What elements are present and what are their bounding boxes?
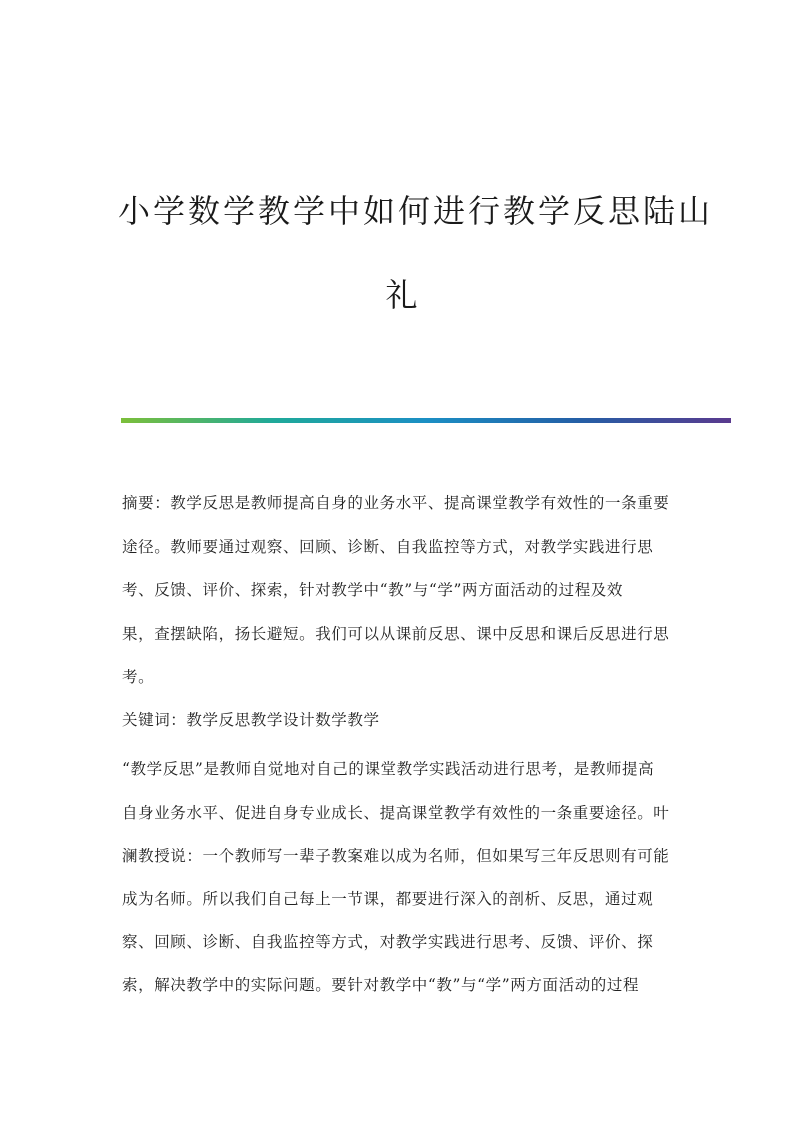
body-line: 澜教授说：一个教师写一辈子教案难以成为名师，但如果写三年反思则有可能 (122, 847, 670, 865)
page-title-line-1: 小学数学教学中如何进行教学反思陆山 (118, 192, 714, 230)
abstract-line: 摘要：教学反思是教师提高自身的业务水平、提高课堂教学有效性的一条重要 (122, 494, 670, 512)
page-title-line-2: 礼 (385, 276, 421, 314)
abstract-line: 途径。教师要通过观察、回顾、诊断、自我监控等方式，对教学实践进行思 (122, 538, 654, 556)
body-line: 自身业务水平、促进自身专业成长、提高课堂教学有效性的一条重要途径。叶 (122, 804, 670, 822)
abstract-line: 考、反馈、评价、探索，针对教学中“教”与“学”两方面活动的过程及效 (122, 581, 623, 599)
gradient-divider (121, 418, 731, 423)
body-line: 索，解决教学中的实际问题。要针对教学中“教”与“学”两方面活动的过程 (122, 976, 640, 994)
body-line: 察、回顾、诊断、自我监控等方式，对教学实践进行思考、反馈、评价、探 (122, 933, 654, 951)
keywords: 关键词：教学反思教学设计数学教学 (122, 711, 380, 729)
abstract-line: 考。 (122, 668, 155, 686)
body-line: “教学反思”是教师自觉地对自己的课堂教学实践活动进行思考，是教师提高 (122, 760, 655, 778)
abstract-line: 果，查摆缺陷，扬长避短。我们可以从课前反思、课中反思和课后反思进行思 (122, 625, 670, 643)
body-line: 成为名师。所以我们自己每上一节课，都要进行深入的剖析、反思，通过观 (122, 890, 654, 908)
